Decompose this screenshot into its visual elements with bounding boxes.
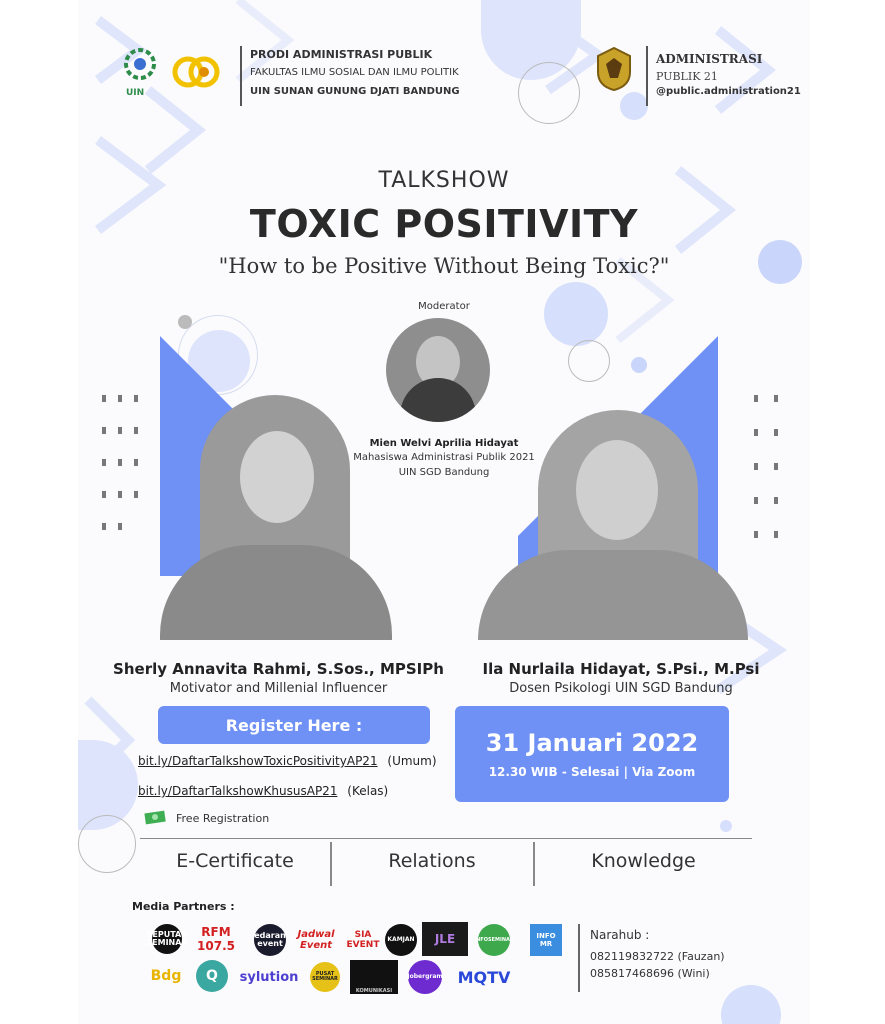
- speaker-1-role: Motivator and Millenial Influencer: [169, 681, 388, 696]
- contact-phone: 085817468696 (Wini): [590, 967, 710, 980]
- register-button[interactable]: Register Here :: [158, 706, 430, 744]
- partner-logo: KOMUNIKASI: [350, 960, 398, 994]
- money-icon: [144, 809, 168, 825]
- free-registration-label: Free Registration: [176, 812, 270, 825]
- benefit-relations: Relations: [388, 850, 476, 872]
- speaker-1-name: Sherly Annavita Rahmi, S.Sos., MPSIPh: [113, 660, 444, 678]
- moderator-label: Moderator: [418, 301, 470, 312]
- register-link-url[interactable]: bit.ly/DaftarTalkshowToxicPositivityAP21: [138, 754, 378, 768]
- decor-circle: [518, 62, 580, 124]
- speaker-1-photo: [160, 395, 392, 640]
- uin-logo: [118, 46, 162, 90]
- divider: [240, 46, 242, 106]
- org-subtitle: PUBLIK 21: [656, 70, 718, 83]
- register-link-kelas[interactable]: [138, 784, 388, 798]
- partner-logo: JLE: [422, 922, 468, 956]
- moderator-role: Mahasiswa Administrasi Publik 2021: [353, 452, 535, 463]
- partner-logo: PUSAT SEMINAR: [310, 962, 340, 992]
- speaker-2-name: Ila Nurlaila Hidayat, S.Psi., M.Psi: [482, 660, 760, 678]
- partner-logo: Jadwal Event: [297, 929, 335, 951]
- decor-circle: [720, 820, 732, 832]
- partner-logo: SEPUTAR SEMINAR: [152, 924, 182, 954]
- partner-logo: Q: [196, 960, 228, 992]
- partner-logo: KAMJAN: [385, 924, 417, 956]
- partner-logo: SIA EVENT: [346, 930, 380, 950]
- media-partners-label: Media Partners :: [132, 900, 235, 913]
- partner-logo: Jobergram: [408, 960, 442, 994]
- divider: [646, 46, 648, 106]
- university-label: UIN SUNAN GUNUNG DJATI BANDUNG: [250, 86, 460, 97]
- moderator-name: Mien Welvi Aprilia Hidayat: [369, 438, 519, 449]
- crest-logo: [592, 44, 636, 92]
- speaker-2-role: Dosen Psikologi UIN SGD Bandung: [509, 681, 733, 696]
- partner-logo: RFM 107.5: [197, 925, 235, 953]
- benefit-knowledge: Knowledge: [591, 850, 696, 872]
- fisip-logo: [172, 50, 220, 98]
- decor-circle: [178, 315, 192, 329]
- event-poster: [78, 0, 810, 1024]
- register-link-umum[interactable]: [138, 754, 437, 768]
- event-subtitle: "How to be Positive Without Being Toxic?": [218, 254, 670, 278]
- uin-logo-text: UIN: [126, 88, 145, 98]
- prodi-label: PRODI ADMINISTRASI PUBLIK: [250, 48, 433, 61]
- fakultas-label: FAKULTAS ILMU SOSIAL DAN ILMU POLITIK: [250, 67, 459, 78]
- decor-circle: [78, 815, 136, 873]
- divider: [578, 924, 580, 992]
- register-link-tag: (Kelas): [347, 784, 389, 798]
- partner-logo: Bdg: [150, 968, 182, 984]
- org-handle: @public.administration21: [656, 86, 801, 97]
- decor-circle: [620, 92, 648, 120]
- event-title: TOXIC POSITIVITY: [249, 202, 639, 246]
- contact-phone: 082119832722 (Fauzan): [590, 950, 725, 963]
- schedule-box: [455, 706, 729, 802]
- benefit-e-certificate: E-Certificate: [176, 850, 294, 872]
- event-date: 31 Januari 2022: [485, 729, 699, 757]
- speaker-2-photo: [478, 410, 748, 640]
- dot-pattern: [750, 395, 800, 575]
- event-time: 12.30 WIB - Selesai | Via Zoom: [488, 765, 696, 779]
- register-link-url[interactable]: bit.ly/DaftarTalkshowKhususAP21: [138, 784, 338, 798]
- partner-logo: sylution: [239, 969, 299, 985]
- moderator-photo: [386, 318, 490, 422]
- org-title: ADMINISTRASI: [656, 52, 763, 66]
- event-kind: TALKSHOW: [378, 168, 510, 193]
- partner-logo: edaran event: [254, 924, 286, 956]
- register-link-tag: (Umum): [387, 754, 437, 768]
- moderator-institution: UIN SGD Bandung: [398, 467, 490, 478]
- partner-logo: MQTV: [457, 967, 511, 987]
- partner-logo: INFOSEMINAR: [478, 924, 510, 956]
- partner-logo: INFO MR: [530, 924, 562, 956]
- divider: [140, 838, 752, 839]
- contact-label: Narahub :: [590, 928, 650, 942]
